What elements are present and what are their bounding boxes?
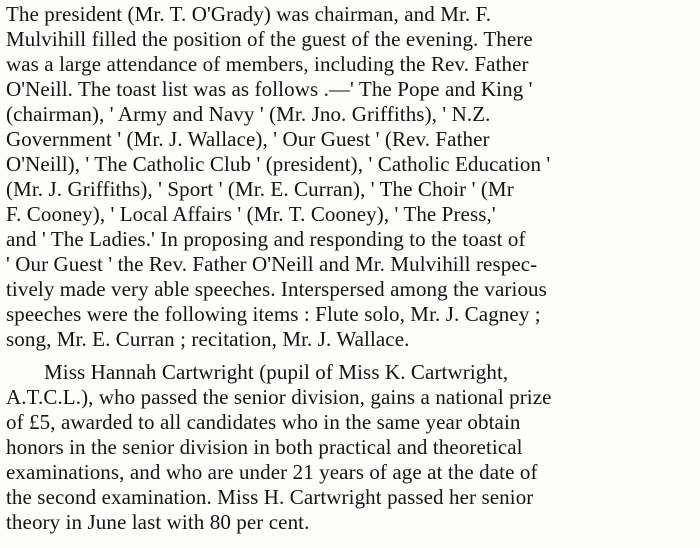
text-line: of £5, awarded to all candidates who in the same year obtain xyxy=(6,410,521,434)
text-line: and ' The Ladies.' In proposing and responding to the toast of xyxy=(6,227,526,251)
text-line: Miss Hannah Cartwright (pupil of Miss K. Cartwright, xyxy=(44,360,509,384)
text-line: honors in the senior division in both practical and theoretical xyxy=(6,435,523,459)
text-line: the second examination. Miss H. Cartwright passed her senior xyxy=(6,485,534,509)
text-line: theory in June last with 80 per cent. xyxy=(6,510,310,534)
text-line: O'Neill), ' The Catholic Club ' (president), ' Catholic Education ' xyxy=(6,152,551,176)
text-line: was a large attendance of members, including the Rev. Father xyxy=(6,52,529,76)
text-line: A.T.C.L.), who passed the senior division, gains a national prize xyxy=(6,385,552,409)
text-line: The president (Mr. T. O'Grady) was chairman, and Mr. F. xyxy=(6,2,492,26)
text-line: (Mr. J. Griffiths), ' Sport ' (Mr. E. Curran), ' The Choir ' (Mr xyxy=(6,177,514,201)
text-line: tively made very able speeches. Interspersed among the various xyxy=(6,277,547,301)
text-line: examinations, and who are under 21 years of age at the date of xyxy=(6,460,538,484)
text-line: Government ' (Mr. J. Wallace), ' Our Guest ' (Rev. Father xyxy=(6,127,490,151)
text-line: O'Neill. The toast list was as follows .—' The Pope and King ' xyxy=(6,77,533,101)
text-line: (chairman), ' Army and Navy ' (Mr. Jno. Griffiths), ' N.Z. xyxy=(6,102,491,126)
text-line: F. Cooney), ' Local Affairs ' (Mr. T. Cooney), ' The Press,' xyxy=(6,202,496,226)
text-line: Mulvihill filled the position of the guest of the evening. There xyxy=(6,27,533,51)
text-line: ' Our Guest ' the Rev. Father O'Neill and Mr. Mulvihill respec- xyxy=(6,252,538,276)
text-line: song, Mr. E. Curran ; recitation, Mr. J. Wallace. xyxy=(6,327,410,351)
text-line: speeches were the following items : Flute solo, Mr. J. Cagney ; xyxy=(6,302,541,326)
